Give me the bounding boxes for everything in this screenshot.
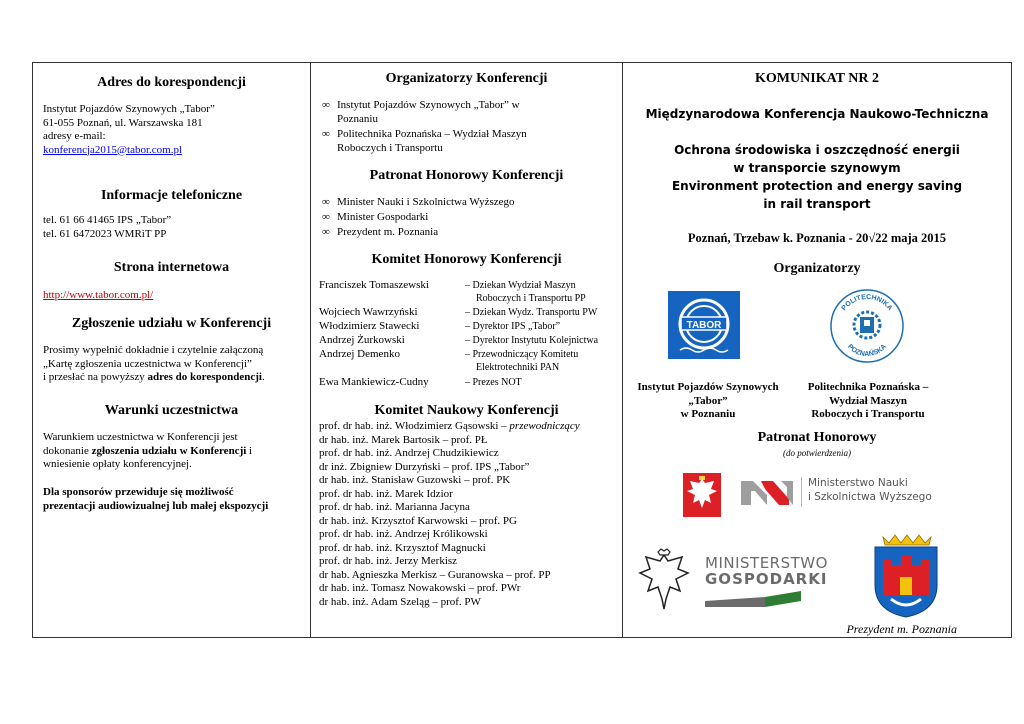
svg-text:POZNAŃSKA: POZNAŃSKA <box>846 343 888 359</box>
registration-text <box>43 344 265 385</box>
conditions-heading: Warunki uczestnictwa <box>104 403 239 418</box>
website-heading: Strona internetowa <box>113 260 230 275</box>
scientific-member: prof. dr hab. inż. Marianna Jacyna <box>319 501 470 513</box>
scientific-member: prof. dr hab. inż. Jerzy Merkisz <box>319 555 458 567</box>
registration-line: i przesłać na powyższy adres do korespondencji. <box>43 371 265 383</box>
scientific-member: prof. dr hab. inż. Andrzej Królikowski <box>319 528 488 540</box>
address-block <box>43 103 215 157</box>
organizer-item: ∞ Politechnika Poznańska – Wydział Maszyn Roboczych i Transportu <box>337 128 607 155</box>
committee-member: Włodzimierz Stawecki – Dyrektor IPS „Tabor” <box>319 320 561 332</box>
column-committees <box>311 63 623 637</box>
scientific-member: prof. dr hab. inż. Andrzej Chudzikiewicz <box>319 447 499 459</box>
scientific-member: prof. dr hab. inż. Włodzimierz Gąsowski – przewodniczący <box>319 420 580 432</box>
politechnika-logo-graphic <box>828 287 906 365</box>
sponsor-line: Dla sponsorów przewiduje się możliwość <box>43 486 234 498</box>
scientific-member: dr hab. Agnieszka Merkisz – Guranowska – prof. PP <box>319 568 551 581</box>
phone-heading: Informacje telefoniczne <box>100 188 243 203</box>
phone-line: tel. 61 6472023 WMRiT PP <box>43 227 167 240</box>
organizer-item: ∞ Instytut Pojazdów Szynowych „Tabor” w Poznaniu <box>337 99 607 126</box>
svg-text:TABOR: TABOR <box>686 320 722 331</box>
conference-type: Międzynarodowa Konferencja Naukowo-Techniczna <box>645 107 989 121</box>
address-line: Instytut Pojazdów Szynowych „Tabor” <box>43 103 215 115</box>
organizers-cover-heading: Organizatorzy <box>773 261 861 276</box>
patronage-note: (do potwierdzenia) <box>783 448 851 458</box>
committee-member: Franciszek Tomaszewski – Dziekan Wydział Maszyn Roboczych i Transportu PP <box>319 279 586 304</box>
mg-logo-bars <box>705 591 801 607</box>
committee-member: Andrzej Żurkowski – Dyrektor Instytutu Kolejnictwa <box>319 334 599 346</box>
address-line: 61-055 Poznań, ul. Warszawska 181 <box>43 116 203 129</box>
scientific-member: dr hab. inż. Adam Szeląg – prof. PW <box>319 595 481 608</box>
committee-member: Wojciech Wawrzyński – Dziekan Wydz. Transportu PW <box>319 306 598 318</box>
eagle-icon <box>683 473 721 517</box>
scientific-committee-list <box>319 420 619 609</box>
sponsor-note <box>43 486 268 513</box>
brochure-frame <box>32 62 1012 638</box>
poznan-coat-of-arms <box>869 533 943 619</box>
mg-eagle-emblem <box>631 547 697 617</box>
tabor-logo-graphic <box>668 291 740 359</box>
phone-block <box>43 214 171 241</box>
mnisw-icon <box>741 477 801 507</box>
eagle-outline-icon <box>631 547 697 617</box>
mg-bars-icon <box>705 591 801 607</box>
website-block <box>43 289 153 303</box>
scientific-member: prof. dr hab. inż. Marek Idzior <box>319 487 453 500</box>
honorary-committee-heading: Komitet Honorowy Konferencji <box>371 252 562 267</box>
patron-item: ∞ Prezydent m. Poznania <box>337 226 607 240</box>
address-line: adresy e-mail: <box>43 130 106 142</box>
committee-member: Andrzej Demenko – Przewodniczący Komitetu Elektrotechniki PAN <box>319 348 579 373</box>
mnisw-divider <box>801 477 802 507</box>
conditions-line: Warunkiem uczestnictwa w Konferencji jest <box>43 431 238 443</box>
patron-item: ∞ Minister Gospodarki <box>337 211 607 225</box>
registration-line: „Kartę zgłoszenia uczestnictwa w Konferencji” <box>43 357 252 370</box>
address-heading: Adres do korespondencji <box>97 75 246 90</box>
scientific-member: dr hab. inż. Tomasz Nowakowski – prof. PWr <box>319 582 521 594</box>
mnisw-logo-mark <box>741 477 801 507</box>
place-and-date: Poznań, Trzebaw k. Poznania - 20√22 maja 2015 <box>687 231 947 245</box>
scientific-member: dr inż. Zbigniew Durzyński – prof. IPS „Tabor” <box>319 460 530 473</box>
committee-member: Ewa Mankiewicz-Cudny – Prezes NOT <box>319 376 522 388</box>
registration-heading: Zgłoszenie udziału w Konferencji <box>71 316 272 331</box>
phone-line: tel. 61 66 41465 IPS „Tabor” <box>43 214 172 226</box>
scientific-member: dr hab. inż. Marek Bartosik – prof. PŁ <box>319 433 488 446</box>
email-link[interactable]: konferencja2015@tabor.com.pl <box>43 143 183 156</box>
registration-line: Prosimy wypełnić dokładnie i czytelnie załączoną <box>43 344 264 356</box>
column-contact <box>33 63 311 637</box>
scientific-committee-heading: Komitet Naukowy Konferencji <box>374 403 559 418</box>
mnisw-logo-text: Ministerstwo Nauki i Szkolnictwa Wyższego <box>808 477 932 503</box>
conditions-line: dokonanie zgłoszenia udziału w Konferencji i <box>43 444 253 457</box>
mayor-caption: Prezydent m. Poznania <box>846 622 957 636</box>
scientific-member: dr hab. inż. Krzysztof Karwowski – prof. PG <box>319 514 517 527</box>
scientific-member: prof. dr hab. inż. Krzysztof Magnucki <box>319 541 486 554</box>
website-link[interactable]: http://www.tabor.com.pl/ <box>43 289 154 301</box>
honorary-patronage-heading: Patronat Honorowy <box>757 430 877 445</box>
mg-logo-text: MINISTERSTWO GOSPODARKI <box>705 554 828 588</box>
polish-eagle-emblem <box>683 473 721 517</box>
communique-number: KOMUNIKAT NR 2 <box>755 71 879 86</box>
tabor-logo <box>668 291 740 359</box>
conditions-line: wniesienie opłaty konferencyjnej. <box>43 458 192 470</box>
scientific-member: dr hab. inż. Stanisław Guzowski – prof. PK <box>319 474 511 486</box>
svg-text:POLITECHNIKA: POLITECHNIKA <box>840 293 894 313</box>
patronage-heading: Patronat Honorowy Konferencji <box>369 168 564 183</box>
honorary-committee-list <box>319 279 619 390</box>
patron-item: ∞ Minister Nauki i Szkolnictwa Wyższego <box>337 196 607 210</box>
conditions-text <box>43 431 252 472</box>
politechnika-logo <box>828 287 906 365</box>
organizer-pp-name: Politechnika Poznańska – Wydział Maszyn Roboczych i Transportu <box>807 381 929 420</box>
organizers-heading: Organizatorzy Konferencji <box>385 71 548 86</box>
conference-title: Ochrona środowiska i oszczędność energii w transporcie szynowym Environment protection and energy saving in rail transport <box>671 143 963 211</box>
column-cover <box>623 63 1011 637</box>
sponsor-line: prezentacji audiowizualnej lub małej ekspozycji <box>43 499 269 512</box>
organizer-tabor-name: Instytut Pojazdów Szynowych „Tabor” w Poznaniu <box>637 381 779 420</box>
coat-of-arms-icon <box>869 533 943 619</box>
